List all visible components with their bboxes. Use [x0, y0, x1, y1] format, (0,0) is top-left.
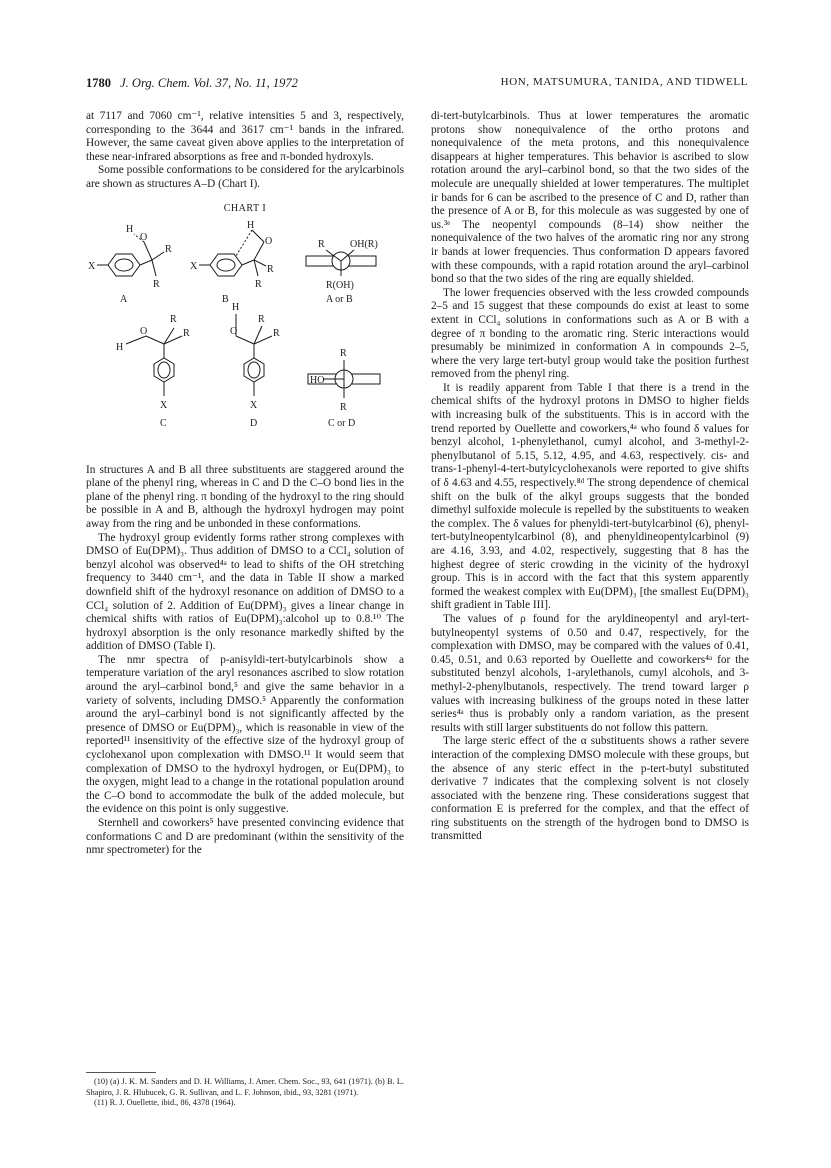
label-c-o: O	[140, 325, 148, 337]
footnote-11: (11) R. J. Ouellette, ibid., 86, 4378 (1964).	[94, 1098, 236, 1108]
label-b-r1: R	[267, 263, 274, 275]
structure-a-drawing	[97, 231, 164, 276]
label-d-h: H	[232, 301, 240, 313]
left-paragraph-1: at 7117 and 7060 cm⁻¹, relative intensities 5 and 3, respectively, corresponding to the 3644 and 3617 cm⁻¹ bands in the infrared. However, the same caveat given above applies to the interpretation of these near-infrared absorptions as free and π-bonded hydroxyls.	[86, 110, 404, 163]
running-head-authors: HON, MATSUMURA, TANIDA, AND TIDWELL	[500, 76, 748, 88]
left-paragraph-2: Some possible conformations to be considered for the arylcarbinols are shown as structures A–D (Chart I).	[86, 164, 404, 190]
left-paragraph-6: Sternhell and coworkers⁵ have presented convincing evidence that conformations C and D are predominant (within the sensitivity of the nmr spectrometer) for the	[86, 817, 404, 857]
label-cord-r2: R	[340, 401, 347, 413]
label-b-x: X	[190, 260, 198, 272]
left-paragraph-4: The hydroxyl group evidently forms rather strong complexes with DMSO of Eu(DPM)₃. Thus addition of DMSO to a CCl₄ solution of benzyl alcohol was observed⁴ᵃ to lead to shifts of the OH stretching frequency to 3440 cm⁻¹, and the data in Table II show a marked downfield shift of the hydroxyl resonance on addition of DMSO to a CCl₄ solution of 2. Addition of Eu(DPM)₃ gives a linear change in chemical shifts with ratios of Eu(DPM)₃:alcohol up to 0.8.¹⁰ The hydroxyl absorption is the only resonance markedly shifted by the addition of DMSO (Table I).	[86, 531, 404, 653]
label-d-o: O	[230, 325, 238, 337]
label-aorb-ohr: OH(R)	[350, 238, 378, 250]
label-c-r1: R	[170, 313, 177, 325]
structure-c-drawing	[126, 325, 182, 396]
right-column	[431, 110, 749, 844]
label-c-h: H	[116, 341, 124, 353]
label-a-r2: R	[153, 278, 160, 290]
label-c: C	[160, 417, 167, 429]
structure-d-drawing	[236, 314, 272, 396]
left-paragraph-5: The nmr spectra of p-anisyldi-tert-butylcarbinols show a temperature variation of the aryl resonances ascribed to slow rotation around the aryl–carbinol bond,⁵ and give the same behavior in a variety of solvents, including DMSO.⁵ Apparently the conformation around the aryl–carbinyl bond is not significantly affected by the presence of DMSO or Eu(DPM)₃, which is reasonable in view of the reported¹¹ insensitivity of the effective size of the hydroxyl group of cyclohexanol upon complexation with DMSO.¹¹ It would seem that complexation of DMSO to the hydroxyl hydrogen, or Eu(DPM)₃ to the oxygen, might lead to a change in the rotational population around the C–O bond to accommodate the bulk of the added molecule, but the evidence on this point is only suggestive.	[86, 653, 404, 816]
page-number: 1780	[86, 76, 111, 90]
label-cord-r1: R	[340, 347, 347, 359]
structure-b-drawing	[199, 230, 266, 276]
label-b-o: O	[265, 235, 273, 247]
label-a-o: O	[140, 231, 148, 243]
right-paragraph-5: The large steric effect of the α substituents shows a rather severe interaction of the complexing DMSO molecule with these groups, but the absence of any steric effect in the p-tert-butyl substituted derivative 7 indicates that the complexing solvent is not closely associated with the benzene ring. These considerations suggest that conformation E is preferred for the complex, and that the effect of ring substituents on the strength of the hydrogen bond to DMSO is transmitted	[431, 735, 749, 843]
label-d-r2: R	[273, 327, 280, 339]
left-column	[86, 110, 404, 858]
label-a-or-b: A or B	[326, 293, 353, 305]
journal-citation: J. Org. Chem. Vol. 37, No. 11, 1972	[120, 76, 298, 90]
label-a-r1: R	[165, 243, 172, 255]
right-paragraph-4: The values of ρ found for the aryldineopentyl and aryl-tert-butylneopentyl systems of 0.50 and 0.47, respectively, for the complexation with DMSO, may be compared with the values of 0.41, 0.45, 0.51, and 0.63 reported by Ouellette and coworkers⁴ᵃ for the substituted benzyl alcohols, 1-arylethanols, cumyl alcohols, and 3-methyl-2-phenylbutanols, respectively. The trend toward larger ρ values with increasing bulkiness of the groups noted in these latter series⁴ᵃ thus is probably only a random variation, as the present results with still larger substituents do not follow this pattern.	[431, 612, 749, 734]
label-c-r2: R	[183, 327, 190, 339]
label-a-x: X	[88, 260, 96, 272]
chart-i	[86, 202, 404, 460]
label-a: A	[120, 293, 128, 305]
label-a-h: H	[126, 223, 134, 235]
label-d-r1: R	[258, 313, 265, 325]
right-paragraph-1: di-tert-butylcarbinols. Thus at lower temperatures the aromatic protons show nonequivalence of the ortho protons and nonequivalence of the meta protons, and this nonequivalence disappears at higher temperatures. This behavior is ascribed to slow rotation around the aryl–carbinol bond, so that the two sides of the molecule are unequally shielded at lower temperatures. The multiplet ir bands for 6 can be ascribed to the presence of C and D, rather than the presence of A or B, for this molecule as was suggested by one of us.³ᵉ The neopentyl compounds (8–14) show neither the nonequivalence of the two halves of the aromatic ring nor any strong ir bands at lower frequencies. Thus conformation D appears favored with these compounds, with a rapid rotation around the aryl–carbinol bond so that the two sides of the ring are equally shielded.	[431, 110, 749, 286]
label-b-r2: R	[255, 278, 262, 290]
label-b: B	[222, 293, 229, 305]
chart-title: CHART I	[223, 202, 267, 214]
label-c-or-d: C or D	[328, 417, 356, 429]
label-aorb-r: R	[318, 238, 325, 250]
left-paragraph-3: In structures A and B all three substituents are staggered around the plane of the phenyl ring, whereas in C and D the C–O bond lies in the plane of the phenyl ring. π bonding of the hydroxyl to the ring should be possible in A and B, although the hydroxyl hydrogen may point away from the ring and be unbonded in these conformations.	[86, 463, 404, 530]
label-d: D	[250, 417, 258, 429]
header-left	[86, 76, 298, 91]
label-d-x: X	[250, 399, 258, 411]
structure-a-or-b-drawing	[306, 250, 376, 276]
label-b-h: H	[247, 219, 255, 231]
chart-structures	[86, 216, 404, 458]
right-paragraph-3: It is readily apparent from Table I that there is a trend in the chemical shifts of the hydroxyl protons in DMSO to higher fields with increasing bulk of the substituents. This is in accord with the trend reported by Ouellette and coworkers,⁴ᵃ who found δ values for benzyl alcohol, 1-phenylethanol, cumyl alcohol, and 3-methyl-2-phenylbutanol of 5.15, 5.12, 4.95, and 4.63, respectively. cis- and trans-1-phenyl-4-tert-butylcyclohexanols were reported to give shifts of δ 4.63 and 4.55, respectively.⁸ᵈ The strong dependence of chemical shift on the bulk of the alkyl groups suggests that the bonded dimethyl sulfoxide molecule is repelled by the substituents to weaken the complex. The δ values for phenyldi-tert-butylcarbinol (6), phenyl-tert-butylneopentylcarbinol (8), and phenyldineopentylcarbinol (9) are 4.16, 3.93, and 4.02, respectively, suggesting that 8 has the highest degree of steric crowding in the vicinity of the hydroxyl group. This is in accord with the fact that this system apparently formed the weakest complex with Eu(DPM)₃ [the smallest Eu(DPM)₃ shift gradient in Table III].	[431, 381, 749, 612]
label-aorb-roh: R(OH)	[326, 279, 354, 291]
footnote-10: (10) (a) J. K. M. Sanders and D. H. Williams, J. Amer. Chem. Soc., 93, 641 (1971). (b) B. L. Shapiro, J. R. Hlubucek, G. R. Sullivan, and L. F. Johnson, ibid., 93, 3281 (1971).	[86, 1077, 404, 1097]
right-paragraph-2: The lower frequencies observed with the less crowded compounds 2–5 and 15 suggest that these compounds do exist at least to some extent in CCl₄ solutions in conformations such as A or B with a degree of π bonding to the aromatic ring. Steric interactions would presumably be minimized in conformation A in compounds 2–5, where the very large tert-butyl group would take the position furthest removed from the phenyl ring.	[431, 286, 749, 381]
footnote-rule	[86, 1072, 156, 1073]
page-header	[86, 76, 748, 96]
label-cord-ho: HO	[310, 374, 325, 386]
footnotes	[86, 1072, 404, 1109]
label-c-x: X	[160, 399, 168, 411]
